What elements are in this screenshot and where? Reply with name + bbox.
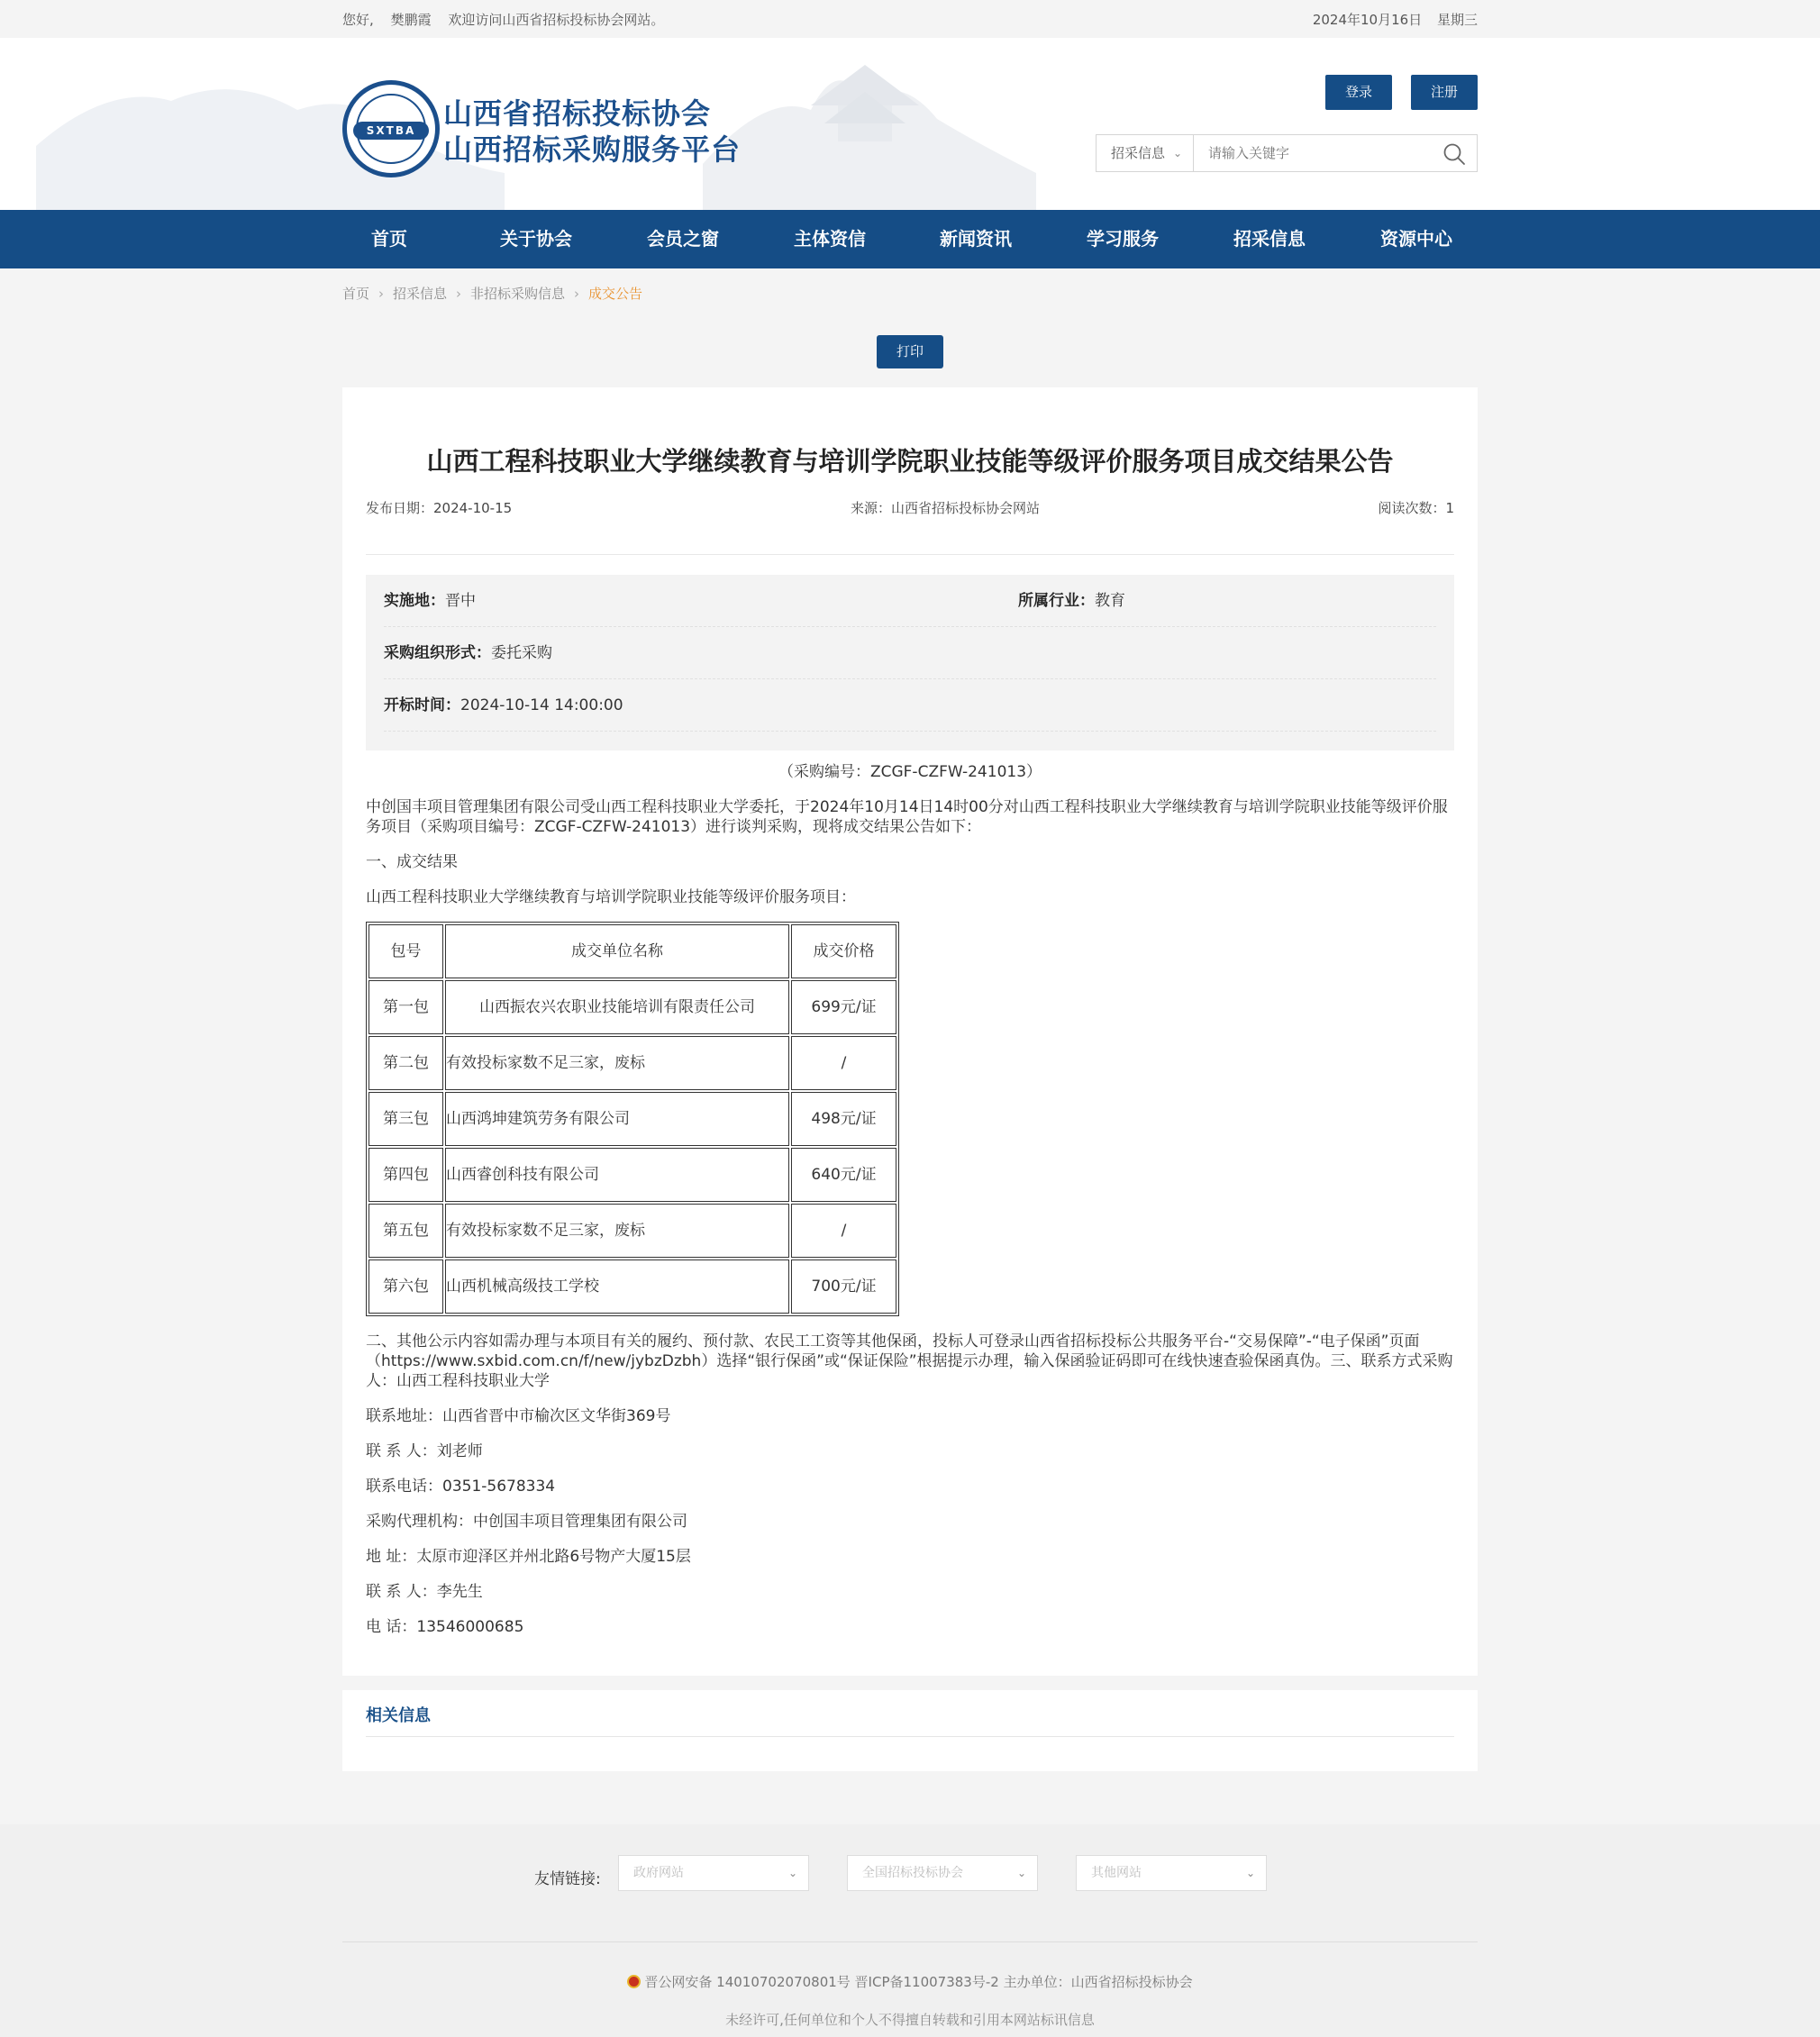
cell-price: / bbox=[791, 1036, 896, 1090]
industry-field bbox=[1018, 575, 1125, 627]
table-row bbox=[369, 980, 896, 1034]
info-row-location bbox=[384, 575, 1436, 627]
cell-price: 640元/证 bbox=[791, 1148, 896, 1202]
greeting-text: 您好, bbox=[342, 12, 374, 28]
article-card bbox=[342, 387, 1478, 1676]
chevron-right-icon: › bbox=[378, 286, 385, 302]
table-header-row bbox=[369, 924, 896, 978]
national-associations-label: 全国招标投标协会 bbox=[862, 1866, 963, 1880]
gov-sites-label: 政府网站 bbox=[633, 1866, 684, 1880]
cell-winner: 山西机械高级技工学校 bbox=[445, 1259, 789, 1314]
cell-package: 第五包 bbox=[369, 1204, 443, 1258]
logo-band-text: SXTBA bbox=[353, 122, 429, 140]
mountain-background-decoration bbox=[0, 38, 1820, 210]
contact-address: 联系地址：山西省晋中市榆次区文华街369号 bbox=[366, 1407, 671, 1425]
chevron-down-icon: ⌄ bbox=[1172, 147, 1182, 159]
other-sites-dropdown[interactable] bbox=[1076, 1855, 1267, 1891]
procurement-form-label: 采购组织形式： bbox=[384, 644, 491, 662]
gov-sites-dropdown[interactable] bbox=[618, 1855, 809, 1891]
related-info-title: 相关信息 bbox=[366, 1706, 431, 1725]
record-text[interactable]: 晋公网安备 14010702070801号 晋ICP备11007383号-2 主办单位：山西省招标投标协会 bbox=[644, 1974, 1193, 1990]
cell-price: 498元/证 bbox=[791, 1092, 896, 1146]
greeting bbox=[342, 10, 677, 29]
cell-package: 第四包 bbox=[369, 1148, 443, 1202]
article-title: 山西工程科技职业大学继续教育与培训学院职业技能等级评价服务项目成交结果公告 bbox=[426, 446, 1394, 477]
nav-item-about[interactable]: 关于协会 bbox=[500, 228, 572, 250]
cell-winner: 山西振农兴农职业技能培训有限责任公司 bbox=[445, 980, 789, 1034]
logo-title-association: 山西省招标投标协会 bbox=[443, 96, 712, 131]
welcome-text: 欢迎访问山西省招标投标协会网站。 bbox=[448, 12, 665, 28]
agency-contact-person: 联 系 人：李先生 bbox=[366, 1583, 483, 1601]
cell-price: 700元/证 bbox=[791, 1259, 896, 1314]
chevron-down-icon: ⌄ bbox=[1016, 1867, 1026, 1879]
friendly-links-label: 友情链接: bbox=[534, 1870, 601, 1888]
info-row-open-time bbox=[384, 679, 1436, 732]
table-row bbox=[369, 1092, 896, 1146]
article-source: 来源：山西省招标投标协会网站 bbox=[851, 500, 1041, 516]
cell-winner: 有效投标家数不足三家，废标 bbox=[445, 1036, 789, 1090]
nav-item-home[interactable]: 首页 bbox=[371, 228, 407, 250]
nav-item-credit[interactable]: 主体资信 bbox=[794, 228, 866, 250]
chevron-down-icon: ⌄ bbox=[1245, 1867, 1255, 1879]
cell-winner: 山西睿创科技有限公司 bbox=[445, 1148, 789, 1202]
related-info-section bbox=[342, 1690, 1478, 1771]
header-package: 包号 bbox=[369, 924, 443, 978]
breadcrumb-home[interactable]: 首页 bbox=[342, 286, 370, 302]
police-emblem-icon bbox=[627, 1975, 641, 1988]
header bbox=[0, 38, 1820, 210]
publish-date: 发布日期：2024-10-15 bbox=[366, 500, 513, 516]
open-time-value: 2024-10-14 14:00:00 bbox=[460, 696, 623, 714]
table-row bbox=[369, 1204, 896, 1258]
date-display bbox=[1302, 10, 1478, 29]
site-logo[interactable] bbox=[342, 80, 742, 179]
search-input[interactable] bbox=[1194, 135, 1437, 171]
breadcrumb-non-tender[interactable]: 非招标采购信息 bbox=[470, 286, 566, 302]
read-count: 阅读次数：1 bbox=[1378, 500, 1454, 516]
cell-package: 第三包 bbox=[369, 1092, 443, 1146]
footer-copyright-notice: 未经许可,任何单位和个人不得擅自转载和引用本网站标讯信息 bbox=[725, 2012, 1095, 2028]
cell-package: 第一包 bbox=[369, 980, 443, 1034]
project-name-line: 山西工程科技职业大学继续教育与培训学院职业技能等级评价服务项目： bbox=[366, 888, 856, 906]
other-notice-paragraph: 二、其他公示内容如需办理与本项目有关的履约、预付款、农民工工资等其他保函，投标人可登录山西省招标投标公共服务平台-“交易保障”-“电子保函”页面（https://www.sxbid.com.cn/f/new/jybzDzbh）选择“银行保函”或“保证保险”根据提示办理，输入保函验证码即可在线快速查验保函真伪。三、联系方式采购人：山西工程科技职业大学 bbox=[366, 1332, 1453, 1390]
nav-item-resources[interactable]: 资源中心 bbox=[1380, 228, 1452, 250]
table-row bbox=[369, 1036, 896, 1090]
search-icon[interactable] bbox=[1442, 142, 1466, 166]
top-bar bbox=[0, 0, 1820, 38]
cell-winner: 有效投标家数不足三家，废标 bbox=[445, 1204, 789, 1258]
username-link[interactable]: 樊鹏霞 bbox=[390, 12, 432, 28]
procurement-code: （采购编号：ZCGF-CZFW-241013） bbox=[778, 763, 1042, 781]
logo-title-platform: 山西招标采购服务平台 bbox=[443, 132, 742, 167]
nav-item-members[interactable]: 会员之窗 bbox=[647, 228, 719, 250]
chevron-down-icon: ⌄ bbox=[787, 1867, 797, 1879]
table-row bbox=[369, 1148, 896, 1202]
agency-phone: 电 话：13546000685 bbox=[366, 1618, 524, 1636]
location-value: 晋中 bbox=[445, 592, 476, 610]
info-row-form bbox=[384, 627, 1436, 679]
nav-item-news[interactable]: 新闻资讯 bbox=[940, 228, 1012, 250]
contact-phone: 联系电话：0351-5678334 bbox=[366, 1478, 556, 1496]
register-button[interactable]: 注册 bbox=[1411, 75, 1478, 110]
chevron-right-icon: › bbox=[456, 286, 462, 302]
cell-price: / bbox=[791, 1204, 896, 1258]
procurement-form-value: 委托采购 bbox=[491, 644, 552, 662]
search-bar bbox=[1096, 134, 1478, 172]
table-row bbox=[369, 1259, 896, 1314]
title-divider bbox=[366, 554, 1454, 555]
national-associations-dropdown[interactable] bbox=[847, 1855, 1038, 1891]
date-text: 2024年10月16日 bbox=[1312, 12, 1423, 28]
footer bbox=[0, 1824, 1820, 2037]
cell-price: 699元/证 bbox=[791, 980, 896, 1034]
agency-name: 采购代理机构：中创国丰项目管理集团有限公司 bbox=[366, 1513, 687, 1531]
results-table bbox=[366, 922, 899, 1316]
intro-paragraph: 中创国丰项目管理集团有限公司受山西工程科技职业大学委托，于2024年10月14日14时00分对山西工程科技职业大学继续教育与培训学院职业技能等级评价服务项目（采购项目编号：ZCGF-CZFW-241013）进行谈判采购，现将成交结果公告如下： bbox=[366, 798, 1448, 836]
contact-person: 联 系 人：刘老师 bbox=[366, 1442, 483, 1460]
cell-winner: 山西鸿坤建筑劳务有限公司 bbox=[445, 1092, 789, 1146]
breadcrumb bbox=[342, 284, 642, 303]
search-category-label: 招采信息 bbox=[1111, 145, 1166, 161]
industry-label: 所属行业： bbox=[1018, 592, 1095, 610]
cell-package: 第二包 bbox=[369, 1036, 443, 1090]
cell-package: 第六包 bbox=[369, 1259, 443, 1314]
breadcrumb-procurement[interactable]: 招采信息 bbox=[393, 286, 448, 302]
location-label: 实施地： bbox=[384, 592, 445, 610]
industry-value: 教育 bbox=[1095, 592, 1125, 610]
article-body bbox=[366, 762, 1454, 1637]
section-heading-results: 一、成交结果 bbox=[366, 853, 458, 871]
project-info-box bbox=[366, 575, 1454, 750]
print-button[interactable]: 打印 bbox=[877, 335, 943, 368]
main-nav bbox=[0, 210, 1820, 268]
weekday-text: 星期三 bbox=[1436, 12, 1478, 28]
login-button[interactable]: 登录 bbox=[1325, 75, 1392, 110]
search-category-select[interactable] bbox=[1097, 135, 1194, 171]
nav-item-procurement[interactable]: 招采信息 bbox=[1233, 228, 1306, 250]
agency-address: 地 址：太原市迎泽区并州北路6号物产大厦15层 bbox=[366, 1548, 691, 1566]
header-winner: 成交单位名称 bbox=[445, 924, 789, 978]
related-divider bbox=[366, 1736, 1454, 1737]
nav-item-learning[interactable]: 学习服务 bbox=[1087, 228, 1159, 250]
other-sites-label: 其他网站 bbox=[1091, 1866, 1142, 1880]
open-time-label: 开标时间： bbox=[384, 696, 460, 714]
breadcrumb-current: 成交公告 bbox=[588, 286, 643, 302]
chevron-right-icon: › bbox=[574, 286, 580, 302]
footer-record-info bbox=[0, 1972, 1820, 1991]
logo-emblem bbox=[342, 80, 440, 177]
header-price: 成交价格 bbox=[791, 924, 896, 978]
